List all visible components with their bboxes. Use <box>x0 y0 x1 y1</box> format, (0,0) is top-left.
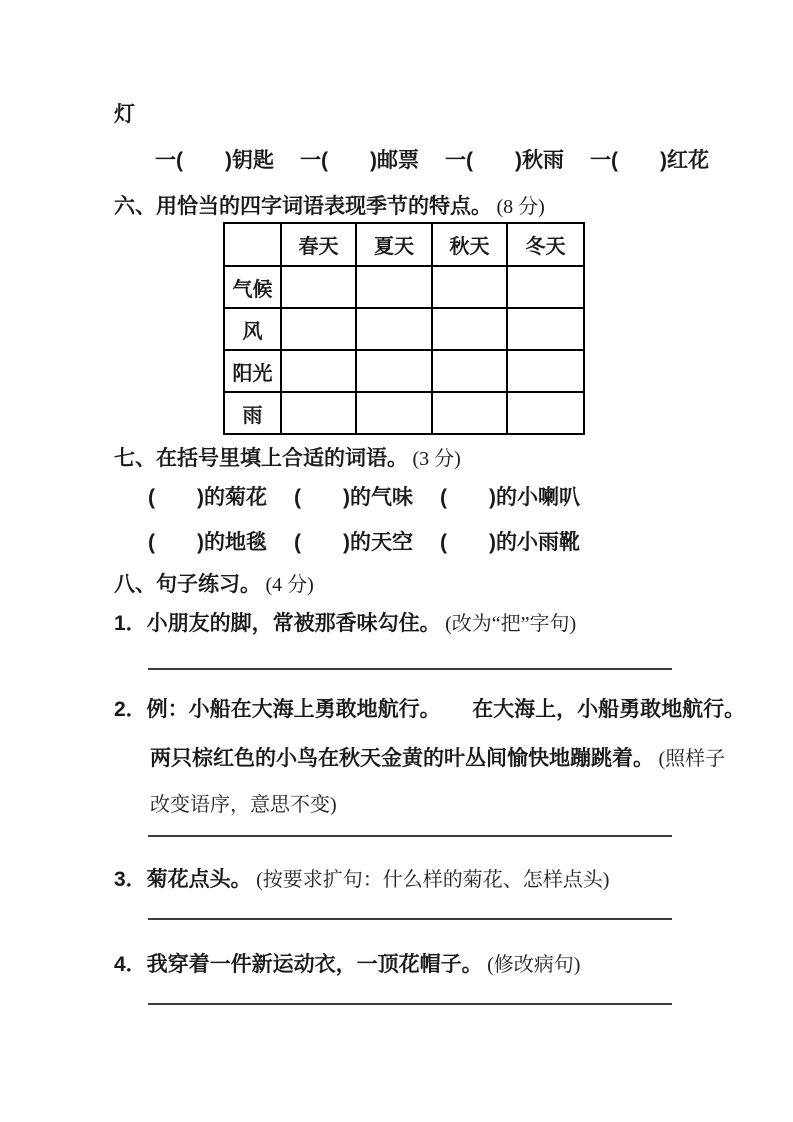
table-blank-cell <box>432 308 507 350</box>
sentence-item-3-hint: (按要求扩句：什么样的菊花、怎样点头) <box>256 869 610 891</box>
section7-score: (3 分) <box>412 448 461 470</box>
table-blank-cell <box>356 350 432 392</box>
table-row-label: 雨 <box>224 392 281 434</box>
answer-line-3 <box>148 918 672 920</box>
section6-score: (8 分) <box>496 196 545 218</box>
section6-heading: 六、用恰当的四字词语表现季节的特点。 <box>114 195 492 218</box>
sentence-item-4 <box>114 948 580 978</box>
phrase-item: ( )的地毯 <box>148 531 267 554</box>
section7-heading: 七、在括号里填上合适的词语。 <box>114 447 408 470</box>
phrase-item: ( )的气味 <box>294 486 413 509</box>
table-blank-cell <box>432 266 507 308</box>
table-blank-cell <box>281 392 356 434</box>
sentence-item-3 <box>114 863 609 893</box>
table-row-label: 阳光 <box>224 350 281 392</box>
table-blank-cell <box>356 308 432 350</box>
table-blank-cell <box>507 308 584 350</box>
sentence-item-2-line2 <box>150 742 725 772</box>
season-table <box>223 222 585 435</box>
measure-item: 一( )秋雨 <box>445 149 564 172</box>
table-row <box>224 392 584 434</box>
table-row <box>224 308 584 350</box>
answer-line-1 <box>148 668 672 670</box>
sentence-item-3-text: 3．菊花点头。 <box>114 868 252 891</box>
sentence-item-2-line1: 2．例：小船在大海上勇敢地航行。 在大海上，小船勇敢地航行。 <box>114 698 746 721</box>
sentence-item-2-line2-text: 两只棕红色的小鸟在秋天金黄的叶丛间愉快地蹦跳着。 <box>150 747 654 770</box>
table-header-row <box>224 223 584 266</box>
sentence-item-1 <box>114 607 576 637</box>
sentence-item-2-line2-hint: (照样子 <box>658 748 726 770</box>
phrase-row <box>148 530 580 556</box>
table-blank-cell <box>432 392 507 434</box>
table-blank-cell <box>432 350 507 392</box>
table-blank-cell <box>281 350 356 392</box>
sentence-item-1-text: 1．小朋友的脚，常被那香味勾住。 <box>114 612 441 635</box>
section8-heading-row <box>114 568 314 598</box>
measure-item: 一( )邮票 <box>300 149 419 172</box>
answer-line-4 <box>148 1003 672 1005</box>
phrase-item: ( )的小喇叭 <box>440 486 580 509</box>
table-blank-cell <box>356 266 432 308</box>
measure-item: 一( )红花 <box>590 149 709 172</box>
table-row <box>224 266 584 308</box>
table-header-cell: 夏天 <box>356 223 432 266</box>
sentence-item-2-line3-hint: 改变语序，意思不变) <box>150 794 337 816</box>
table-blank-cell <box>281 266 356 308</box>
phrase-item: ( )的天空 <box>294 531 413 554</box>
section8-score: (4 分) <box>265 574 314 596</box>
table-blank-cell <box>507 392 584 434</box>
sentence-item-4-text: 4．我穿着一件新运动衣，一顶花帽子。 <box>114 953 483 976</box>
sentence-item-1-hint: (改为“把”字句) <box>445 613 577 635</box>
table-blank-cell <box>356 392 432 434</box>
table-blank-cell <box>507 350 584 392</box>
table-blank-cell <box>281 308 356 350</box>
section7-heading-row <box>114 442 461 472</box>
table-blank-cell <box>507 266 584 308</box>
table-row-label: 风 <box>224 308 281 350</box>
table-row-label: 气候 <box>224 266 281 308</box>
carryover-text: 灯 <box>114 103 135 126</box>
table-corner-cell <box>224 223 281 266</box>
phrase-item: ( )的菊花 <box>148 486 267 509</box>
phrase-row <box>148 485 580 511</box>
table-row <box>224 350 584 392</box>
phrase-item: ( )的小雨靴 <box>440 531 580 554</box>
sentence-item-4-hint: (修改病句) <box>487 954 581 976</box>
section6-heading-row <box>114 190 545 220</box>
table-header-cell: 春天 <box>281 223 356 266</box>
table-header-cell: 冬天 <box>507 223 584 266</box>
table-header-cell: 秋天 <box>432 223 507 266</box>
measure-line <box>155 148 709 174</box>
section8-heading: 八、句子练习。 <box>114 573 261 596</box>
measure-item: 一( )钥匙 <box>155 149 274 172</box>
answer-line-2 <box>148 835 672 837</box>
